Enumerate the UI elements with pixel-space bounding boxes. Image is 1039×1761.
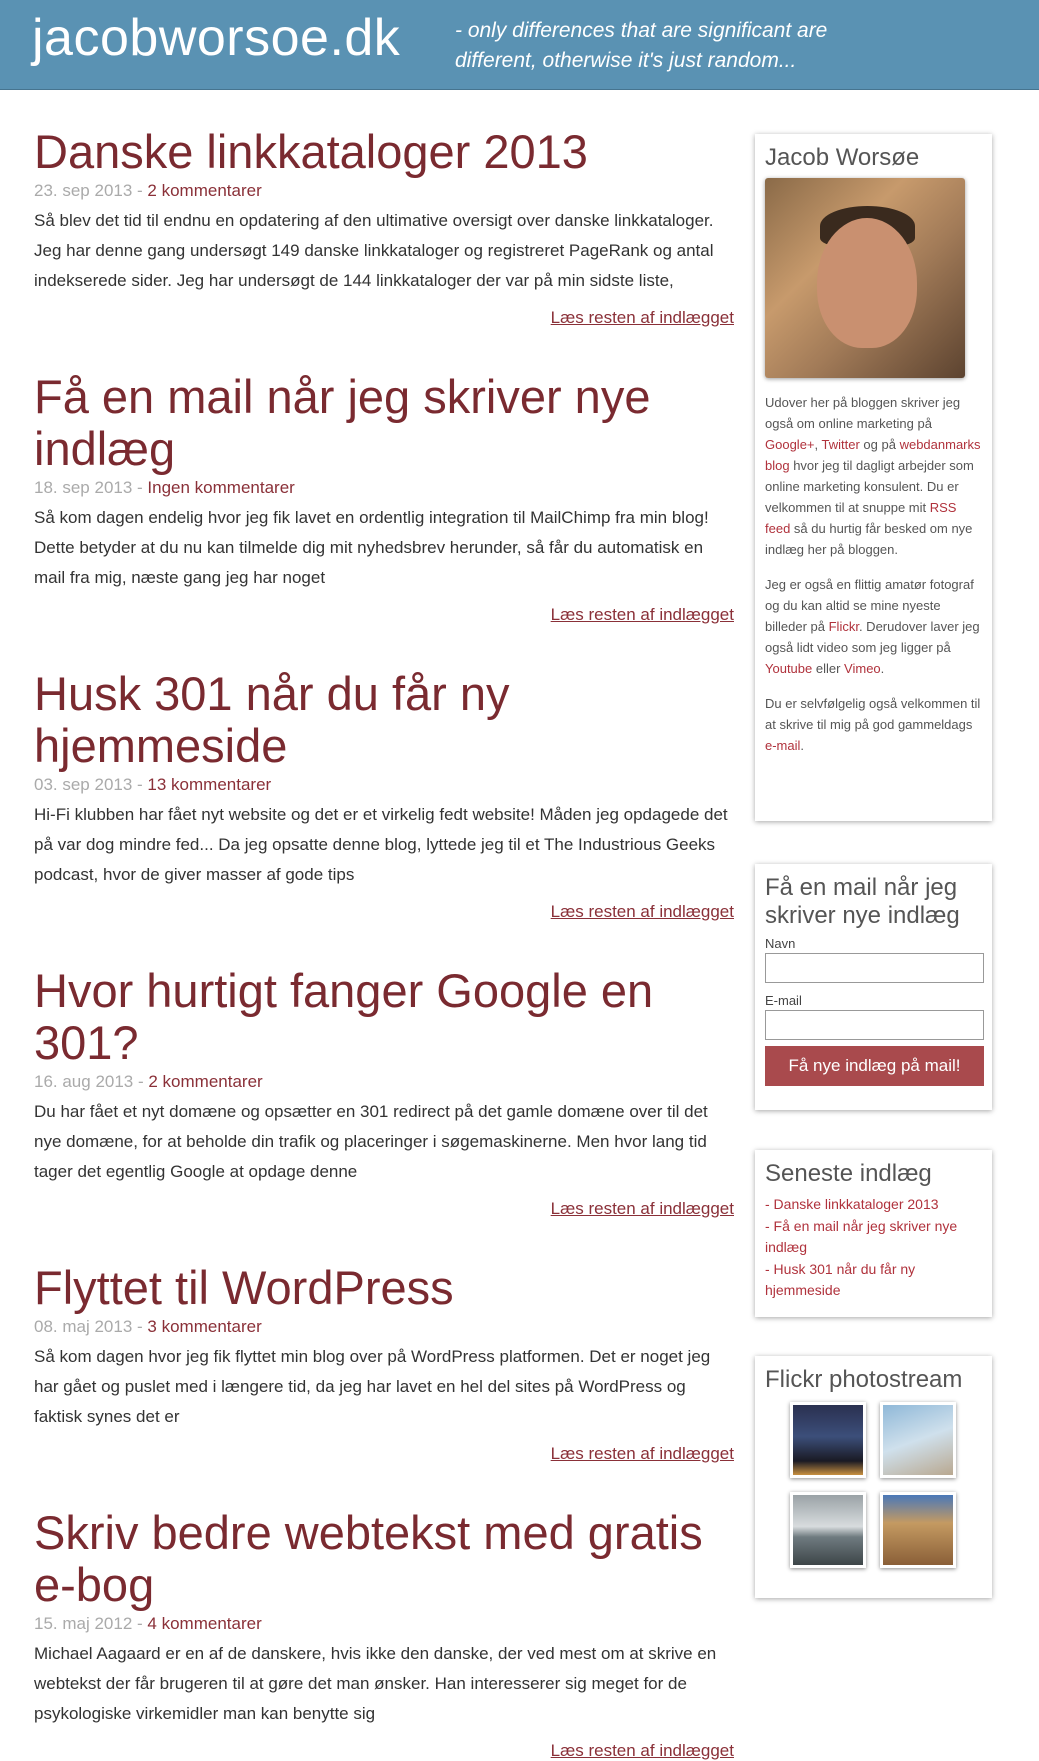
bio-paragraph bbox=[765, 693, 982, 756]
post-meta: 23. sep 2013 - 2 kommentarer bbox=[34, 181, 262, 200]
recent-posts-widget bbox=[755, 1150, 992, 1317]
author-photo bbox=[765, 178, 965, 378]
recent-post-link[interactable]: - Husk 301 når du får ny hjemmeside bbox=[765, 1261, 916, 1298]
comments-link[interactable]: 3 kommentarer bbox=[147, 1317, 262, 1336]
newsletter-widget bbox=[755, 864, 992, 1110]
flickr-grid bbox=[765, 1402, 982, 1572]
post-meta: 15. maj 2012 - 4 kommentarer bbox=[34, 1614, 262, 1633]
post-meta: 16. aug 2013 - 2 kommentarer bbox=[34, 1072, 263, 1091]
recent-post-link[interactable]: - Danske linkkataloger 2013 bbox=[765, 1196, 939, 1212]
comments-link[interactable]: 4 kommentarer bbox=[147, 1614, 262, 1633]
webdanmark-blog-link[interactable]: webdanmarks blog bbox=[765, 437, 981, 473]
post bbox=[34, 1507, 734, 1761]
post bbox=[34, 668, 734, 922]
read-more-link[interactable]: Læs resten af indlægget bbox=[550, 1444, 734, 1463]
email-label: E-mail bbox=[765, 993, 802, 1008]
bio-text: eller bbox=[812, 661, 845, 676]
email-field[interactable] bbox=[765, 1010, 984, 1040]
bio-text: . bbox=[800, 738, 805, 753]
post-meta: 03. sep 2013 - 13 kommentarer bbox=[34, 775, 272, 794]
post-date: 03. sep 2013 bbox=[34, 775, 133, 794]
recent-posts-title: Seneste indlæg bbox=[765, 1160, 932, 1187]
read-more-link[interactable]: Læs resten af indlægget bbox=[550, 1199, 734, 1218]
flickr-thumb-seagull[interactable] bbox=[880, 1402, 956, 1478]
post-date: 23. sep 2013 bbox=[34, 181, 133, 200]
read-more-link[interactable]: Læs resten af indlægget bbox=[550, 902, 734, 921]
youtube-link[interactable]: Youtube bbox=[765, 661, 813, 676]
comments-link[interactable]: Ingen kommentarer bbox=[147, 478, 295, 497]
bio-text: , bbox=[814, 437, 822, 452]
read-more-link[interactable]: Læs resten af indlægget bbox=[550, 308, 734, 327]
bio-paragraph bbox=[765, 574, 982, 679]
post-date: 18. sep 2013 bbox=[34, 478, 133, 497]
post-excerpt: Så blev det tid til endnu en opdatering af den ultimative oversigt over danske linkkataloger. Jeg har denne gang undersøgt 149 danske linkkataloger og registreret PageRank og antal indekserede sider. Jeg har undersøgt de 144 linkkataloger der var på min sidste liste, bbox=[34, 211, 714, 290]
site-title[interactable]: jacobworsoe.dk bbox=[32, 9, 401, 67]
bio-text: Udover her på bloggen skriver jeg også om online marketing på bbox=[765, 395, 961, 431]
newsletter-title: Få en mail når jeg skriver nye indlæg bbox=[765, 874, 960, 929]
recent-post-link[interactable]: - Få en mail når jeg skriver nye indlæg bbox=[765, 1218, 958, 1255]
comments-link[interactable]: 13 kommentarer bbox=[147, 775, 272, 794]
flickr-title: Flickr photostream bbox=[765, 1366, 963, 1393]
post-meta: 18. sep 2013 - Ingen kommentarer bbox=[34, 478, 295, 497]
post-date: 16. aug 2013 bbox=[34, 1072, 134, 1091]
about-title: Jacob Worsøe bbox=[765, 144, 920, 171]
bio-text: hvor jeg til dagligt arbejder som online marketing konsulent. Du er velkommen til at snuppe mit bbox=[765, 458, 974, 515]
post-list bbox=[34, 126, 734, 1761]
read-more-link[interactable]: Læs resten af indlægget bbox=[550, 1741, 734, 1760]
post-excerpt: Du har fået et nyt domæne og opsætter en 301 redirect på det gamle domæne over til det nye domæne, for at beholde din trafik og placeringer i søgemaskinerne. Men hvor lang tid tager det egentlig Google at opdage denne bbox=[34, 1102, 708, 1181]
post-date: 15. maj 2012 bbox=[34, 1614, 133, 1633]
twitter-link[interactable]: Twitter bbox=[821, 437, 860, 452]
post-meta: 08. maj 2013 - 3 kommentarer bbox=[34, 1317, 262, 1336]
post-excerpt: Hi-Fi klubben har fået nyt website og det er et virkelig fedt website! Måden jeg opdagede det på var dog mindre fed... Da jeg opsatte denne blog, lyttede jeg til et The Industrious Geeks podcast, hvor de giver masser af gode tips bbox=[34, 805, 728, 884]
post-title[interactable]: Skriv bedre webtekst med gratis e-bog bbox=[34, 1506, 703, 1611]
author-bio bbox=[765, 392, 982, 756]
site-tagline: - only differences that are significant are different, otherwise it's just random... bbox=[455, 19, 828, 72]
bio-text: så du hurtig får besked om nye indlæg her på bloggen. bbox=[765, 521, 973, 557]
post-title[interactable]: Danske linkkataloger 2013 bbox=[34, 125, 588, 178]
site-header bbox=[0, 0, 1039, 90]
post-title[interactable]: Flyttet til WordPress bbox=[34, 1261, 454, 1314]
about-widget bbox=[755, 134, 992, 821]
recent-posts-list bbox=[765, 1194, 982, 1301]
read-more-link[interactable]: Læs resten af indlægget bbox=[550, 605, 734, 624]
email-link[interactable]: e-mail bbox=[765, 738, 801, 753]
post bbox=[34, 1262, 734, 1464]
rss-feed-link[interactable]: RSS feed bbox=[765, 500, 957, 536]
post-excerpt: Så kom dagen endelig hvor jeg fik lavet en ordentlig integration til MailChimp fra min blog! Dette betyder at du nu kan tilmelde dig mit nyhedsbrev herunder, så får du automatisk en mail fra mig, næste gang jeg har noget bbox=[34, 508, 709, 587]
googleplus-link[interactable]: Google+ bbox=[765, 437, 815, 452]
name-label: Navn bbox=[765, 936, 796, 951]
flickr-thumb-seascape[interactable] bbox=[790, 1492, 866, 1568]
bio-text: Jeg er også en flittig amatør fotograf og du kan altid se mine nyeste billeder på bbox=[765, 577, 974, 634]
post-excerpt: Så kom dagen hvor jeg fik flyttet min blog over på WordPress platformen. Det er noget jeg har gået og puslet med i længere tid, da jeg har lavet en hel del sites på WordPress og faktisk synes det er bbox=[34, 1347, 711, 1426]
bio-text: Du er selvfølgelig også velkommen til at skrive til mig på god gammeldags bbox=[765, 696, 981, 732]
bio-text: og på bbox=[859, 437, 900, 452]
bio-paragraph bbox=[765, 392, 982, 560]
name-field[interactable] bbox=[765, 953, 984, 983]
comments-link[interactable]: 2 kommentarer bbox=[147, 181, 262, 200]
post bbox=[34, 126, 734, 328]
flickr-thumb-colosseum[interactable] bbox=[880, 1492, 956, 1568]
flickr-widget bbox=[755, 1356, 992, 1598]
flickr-thumb-night-sky[interactable] bbox=[790, 1402, 866, 1478]
bio-text: . bbox=[880, 661, 885, 676]
post-excerpt: Michael Aagaard er en af de danskere, hvis ikke den danske, der ved mest om at skrive en webtekst der får brugeren til at gøre det man ønsker. Han interesserer sig meget for de psykologiske virkemidler man kan benytte sig bbox=[34, 1644, 717, 1723]
post-title[interactable]: Hvor hurtigt fanger Google en 301? bbox=[34, 964, 654, 1069]
author-face bbox=[817, 218, 917, 348]
flickr-link[interactable]: Flickr bbox=[828, 619, 859, 634]
post-title[interactable]: Husk 301 når du får ny hjemmeside bbox=[34, 667, 510, 772]
subscribe-button[interactable]: Få nye indlæg på mail! bbox=[765, 1046, 984, 1086]
post-title[interactable]: Få en mail når jeg skriver nye indlæg bbox=[34, 370, 651, 475]
post bbox=[34, 371, 734, 625]
post-date: 08. maj 2013 bbox=[34, 1317, 133, 1336]
bio-text: . Derudover laver jeg også lidt video som jeg ligger på bbox=[765, 619, 980, 655]
vimeo-link[interactable]: Vimeo bbox=[844, 661, 881, 676]
post bbox=[34, 965, 734, 1219]
comments-link[interactable]: 2 kommentarer bbox=[148, 1072, 263, 1091]
